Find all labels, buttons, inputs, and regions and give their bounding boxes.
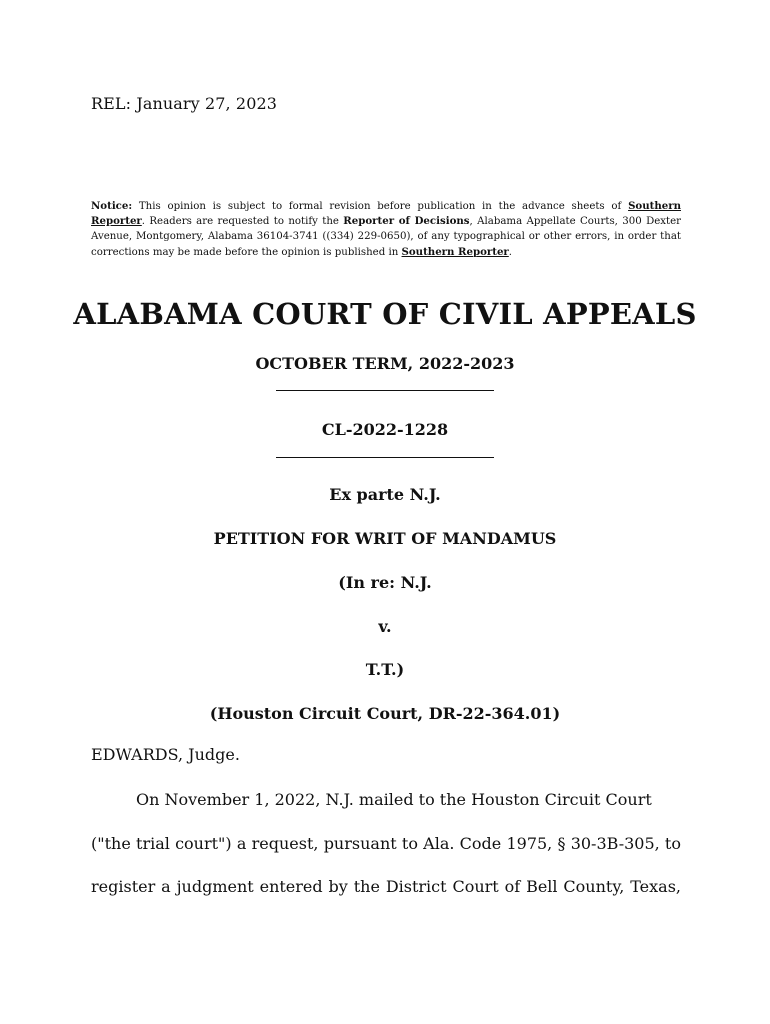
respondent: T.T.) bbox=[365, 660, 405, 679]
divider-rule bbox=[276, 390, 494, 391]
notice-text-1: This opinion is subject to formal revision before publication in the advance sheets of bbox=[132, 201, 629, 212]
notice-label: Notice: bbox=[91, 200, 133, 212]
petition-title: PETITION FOR WRIT OF MANDAMUS bbox=[213, 529, 557, 548]
opinion-text-line: register a judgment entered by the District Court of Bell County, Texas, bbox=[91, 877, 681, 896]
release-date: REL: January 27, 2023 bbox=[91, 94, 278, 113]
notice-text-2: . Readers are requested to notify the bbox=[141, 216, 344, 228]
notice-text-4: . bbox=[508, 246, 513, 258]
ex-parte: Ex parte N.J. bbox=[329, 485, 441, 504]
versus: v. bbox=[378, 617, 392, 636]
notice-text-3: , Alabama Appellate Courts, 300 Dexter Avenue, Montgomery, Alabama 36104-3741 ((334) 229-0650), of any typographical or other errors, in order that corrections may be made before the opinion is published in bbox=[91, 216, 682, 258]
opinion-author: EDWARDS, Judge. bbox=[91, 745, 240, 764]
reporter-of-decisions: Reporter of Decisions bbox=[343, 215, 470, 228]
in-re: (In re: N.J. bbox=[338, 573, 432, 592]
southern-reporter-ref-2: Southern Reporter bbox=[401, 245, 509, 258]
southern-reporter-ref-1: Southern Reporter bbox=[91, 200, 681, 228]
opinion-text-line: On November 1, 2022, N.J. mailed to the Houston Circuit Court bbox=[136, 790, 652, 809]
term: OCTOBER TERM, 2022-2023 bbox=[255, 354, 515, 373]
lower-court: (Houston Circuit Court, DR-22-364.01) bbox=[209, 704, 561, 723]
divider-rule bbox=[276, 457, 494, 458]
notice-paragraph bbox=[91, 199, 681, 260]
court-name: ALABAMA COURT OF CIVIL APPEALS bbox=[73, 297, 697, 331]
opinion-text-line: ("the trial court") a request, pursuant to Ala. Code 1975, § 30-3B-305, to bbox=[91, 834, 681, 853]
case-number: CL-2022-1228 bbox=[321, 420, 449, 439]
